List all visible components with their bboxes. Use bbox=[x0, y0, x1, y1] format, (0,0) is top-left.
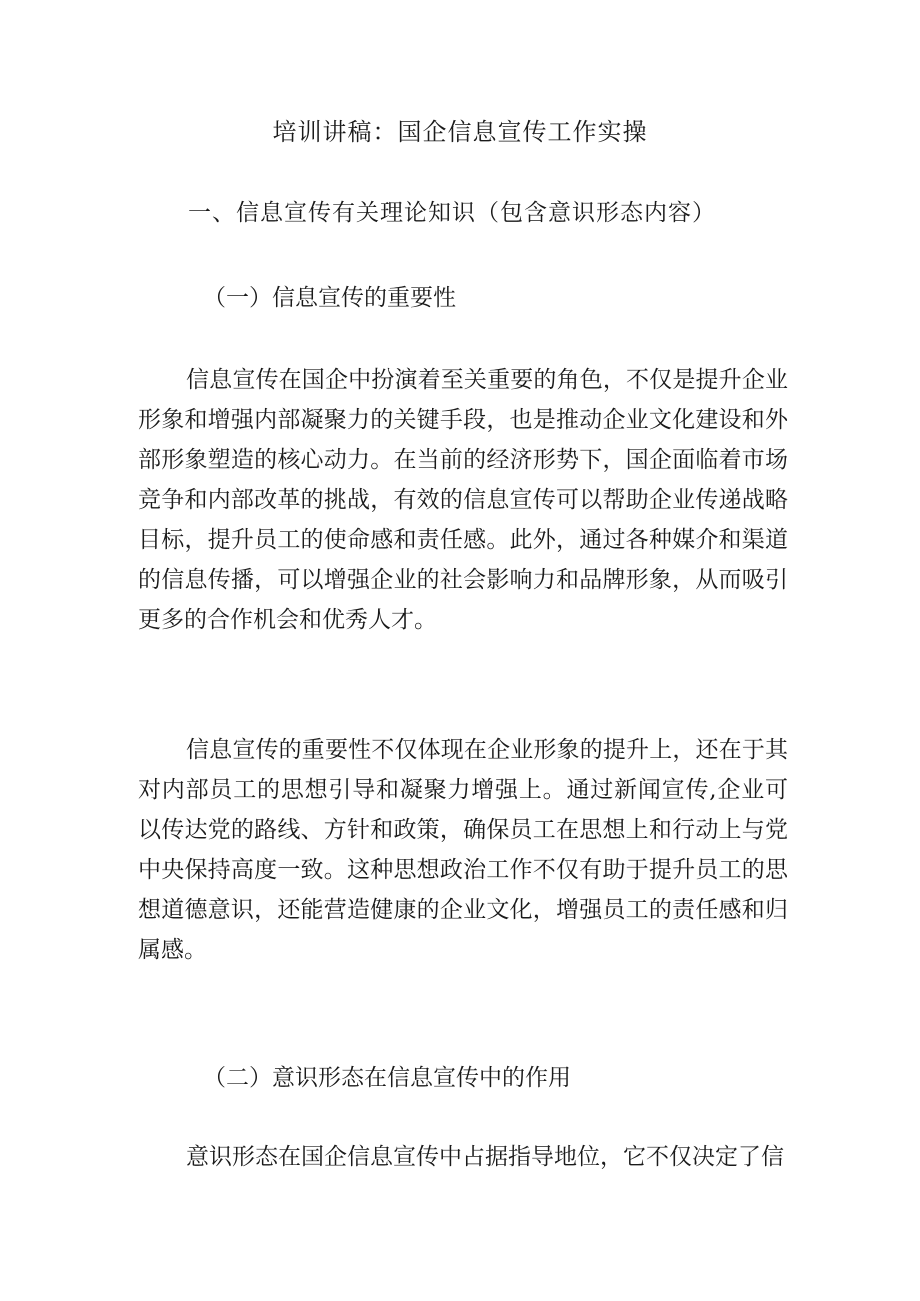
paragraph-1: 信息宣传在国企中扮演着至关重要的角色，不仅是提升企业形象和增强内部凝聚力的关键手段，也是推动企业文化建设和外部形象塑造的核心动力。在当前的经济形势下，国企面临着市场竞争和内部改革的挑战，有效的信息宣传可以帮助企业传递战略目标，提升员工的使命感和责任感。此外，通过各种媒介和渠道的信息传播，可以增强企业的社会影响力和品牌形象，从而吸引更多的合作机会和优秀人才。 bbox=[138, 367, 788, 633]
document-title: 培训讲稿：国企信息宣传工作实操 bbox=[272, 118, 648, 146]
subsection-heading-1: （一）信息宣传的重要性 bbox=[203, 285, 456, 311]
subsection-heading-2: （二）意识形态在信息宣传中的作用 bbox=[203, 1065, 571, 1091]
paragraph-3: 意识形态在国企信息宣传中占据指导地位，它不仅决定了信 bbox=[186, 1144, 784, 1170]
paragraph-2: 信息宣传的重要性不仅体现在企业形象的提升上，还在于其对内部员工的思想引导和凝聚力增强上。通过新闻宣传,企业可以传达党的路线、方针和政策，确保员工在思想上和行动上与党中央保持高度一致。这种思想政治工作不仅有助于提升员工的思想道德意识，还能营造健康的企业文化，增强员工的责任感和归属感。 bbox=[138, 737, 788, 963]
section-heading-1: 一、信息宣传有关理论知识（包含意识形态内容） bbox=[188, 200, 716, 226]
